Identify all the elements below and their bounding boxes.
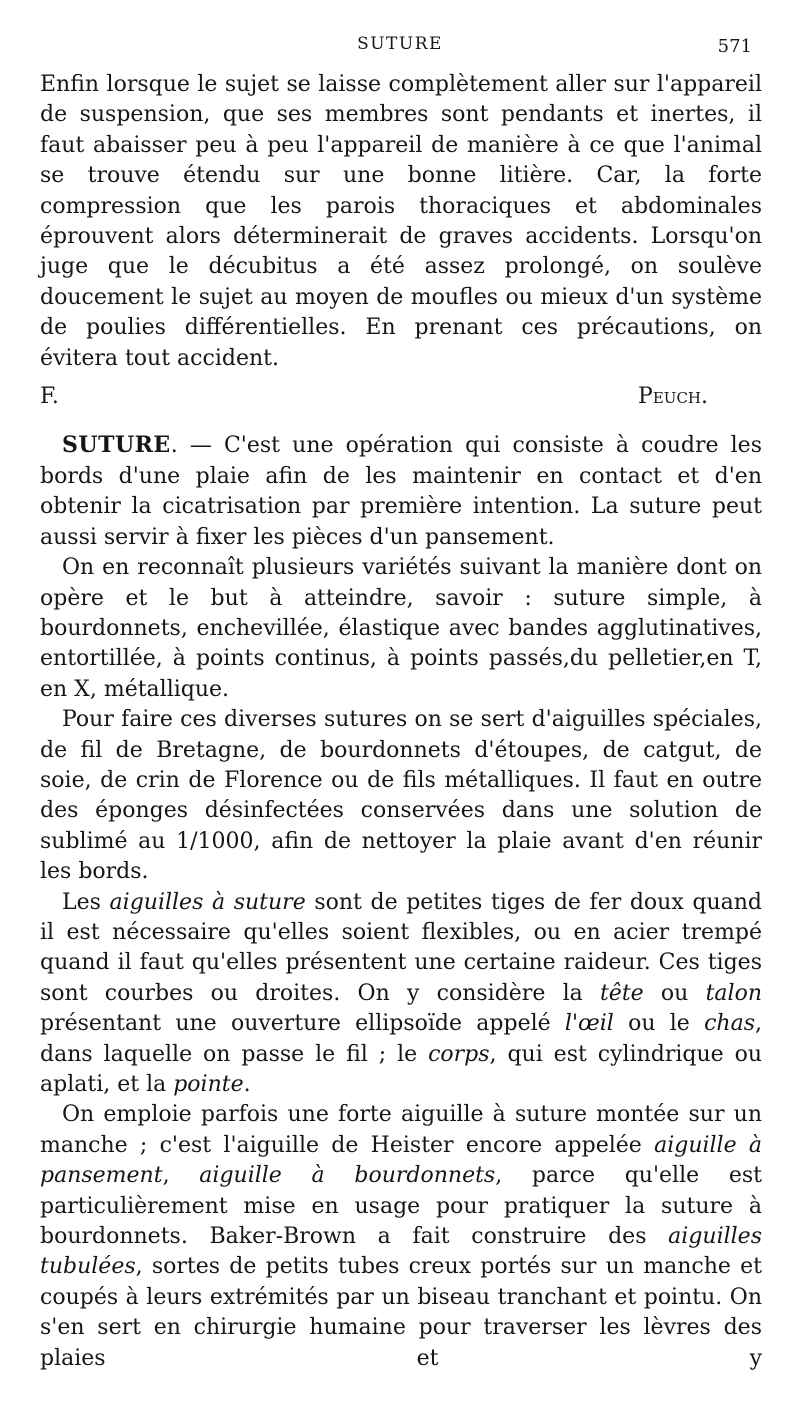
text-run: On emploie parfois une forte aiguille à suture montée sur un manche ; c'est l'aiguille de Heister encore appelée xyxy=(40,1102,762,1158)
continuation-paragraph: Enfin lorsque le sujet se laisse complètement aller sur l'appareil de suspension, que ses membres sont pendants et inertes, il faut abaisser peu à peu l'appareil de manière à ce que l'animal se trouve étendu sur une bonne litière. Car, la forte compression que les parois thoraciques et abdominales éprouvent alors déterminerait de graves accidents. Lorsqu'on juge que le décubitus a été assez prolongé, on soulève doucement le sujet au moyen de moufles ou mieux d'un système de poulies différentielles. En prenant ces précautions, on évitera tout accident. xyxy=(40,72,762,371)
entry-paragraph-1-text: . — C'est une opération qui consiste à coudre les bords d'une plaie afin de les maintenir en contact et d'en obtenir la cicatrisation par première intention. La suture peut aussi servir à fixer les pièces d'un pansement. xyxy=(40,433,762,550)
entry-paragraph-2: On en reconnaît plusieurs variétés suivant la manière dont on opère et le but à atteindre, savoir : suture simple, à bourdonnets, enchevillée, élastique avec bandes agglutinatives, entortillée, à points continus, à points passés,du pelletier,en T, en X, métallique. xyxy=(40,555,762,702)
text-run: , sortes de petits tubes creux portés sur un manche et coupés à leurs extrémités par un biseau tranchant et pointu. On s'en sert en chirurgie humaine pour traverser les lèvres des plaies et y xyxy=(40,1254,762,1371)
text-run: ou le xyxy=(613,1011,705,1037)
italic-term: chas xyxy=(704,1011,755,1037)
entry-paragraph-3: Pour faire ces diverses sutures on se sert d'aiguilles spéciales, de fil de Bretagne, de bourdonnets d'étoupes, de catgut, de soie, de crin de Florence ou de fils métalliques. Il faut en outre des éponges désinfectées conservées dans une solution de sublimé au 1/1000, afin de nettoyer la plaie avant d'en réunir les bords. xyxy=(40,707,762,885)
spacer xyxy=(40,412,762,430)
text-run: Les xyxy=(62,889,110,915)
text-run: sont de petites tiges de fer doux quand il est nécessaire qu'elles soient flexibles, ou en acier trempé quand il faut qu'elles présentent une certaine raideur. Ces tiges sont courbes ou droites. On y considère la xyxy=(40,889,762,1006)
italic-term: pointe xyxy=(173,1072,244,1097)
running-head xyxy=(0,34,800,58)
italic-term: corps xyxy=(428,1041,490,1067)
signature-initial: F. xyxy=(40,384,639,410)
page-number: 571 xyxy=(717,36,752,57)
italic-term: l'œil xyxy=(564,1011,614,1037)
text-run: ou xyxy=(643,980,706,1006)
text-run: , xyxy=(162,1163,200,1189)
italic-term: tête xyxy=(599,980,644,1006)
signature-name: Peuch. xyxy=(638,384,708,410)
italic-term: aiguille à bourdonnets xyxy=(199,1163,496,1189)
text-run: . xyxy=(243,1072,251,1097)
text-run: , qui est cylindrique ou aplati, et la xyxy=(40,1041,762,1097)
spacer xyxy=(40,374,762,382)
entry-paragraph-4 xyxy=(40,888,762,1101)
entry-paragraph-5 xyxy=(40,1100,762,1374)
text-run: , parce qu'elle est particulièrement mise en usage pour pratiquer la suture à bourdonnets. Baker-Brown a fait construire des xyxy=(40,1163,762,1250)
author-signature xyxy=(40,382,762,412)
entry-headword: SUTURE xyxy=(62,432,171,459)
italic-term: talon xyxy=(705,980,763,1006)
body-text xyxy=(40,70,762,1374)
text-run: présentant une ouverture ellipsoïde appelé xyxy=(40,1011,565,1037)
italic-term: aiguilles à suture xyxy=(109,889,306,915)
italic-term: aiguilles tubulées xyxy=(40,1224,762,1280)
entry-paragraph-1 xyxy=(40,430,762,553)
running-title: SUTURE xyxy=(357,34,443,54)
text-run: , dans laquelle on passe le fil ; le xyxy=(40,1011,762,1067)
italic-term: aiguille à pansement xyxy=(40,1132,762,1189)
